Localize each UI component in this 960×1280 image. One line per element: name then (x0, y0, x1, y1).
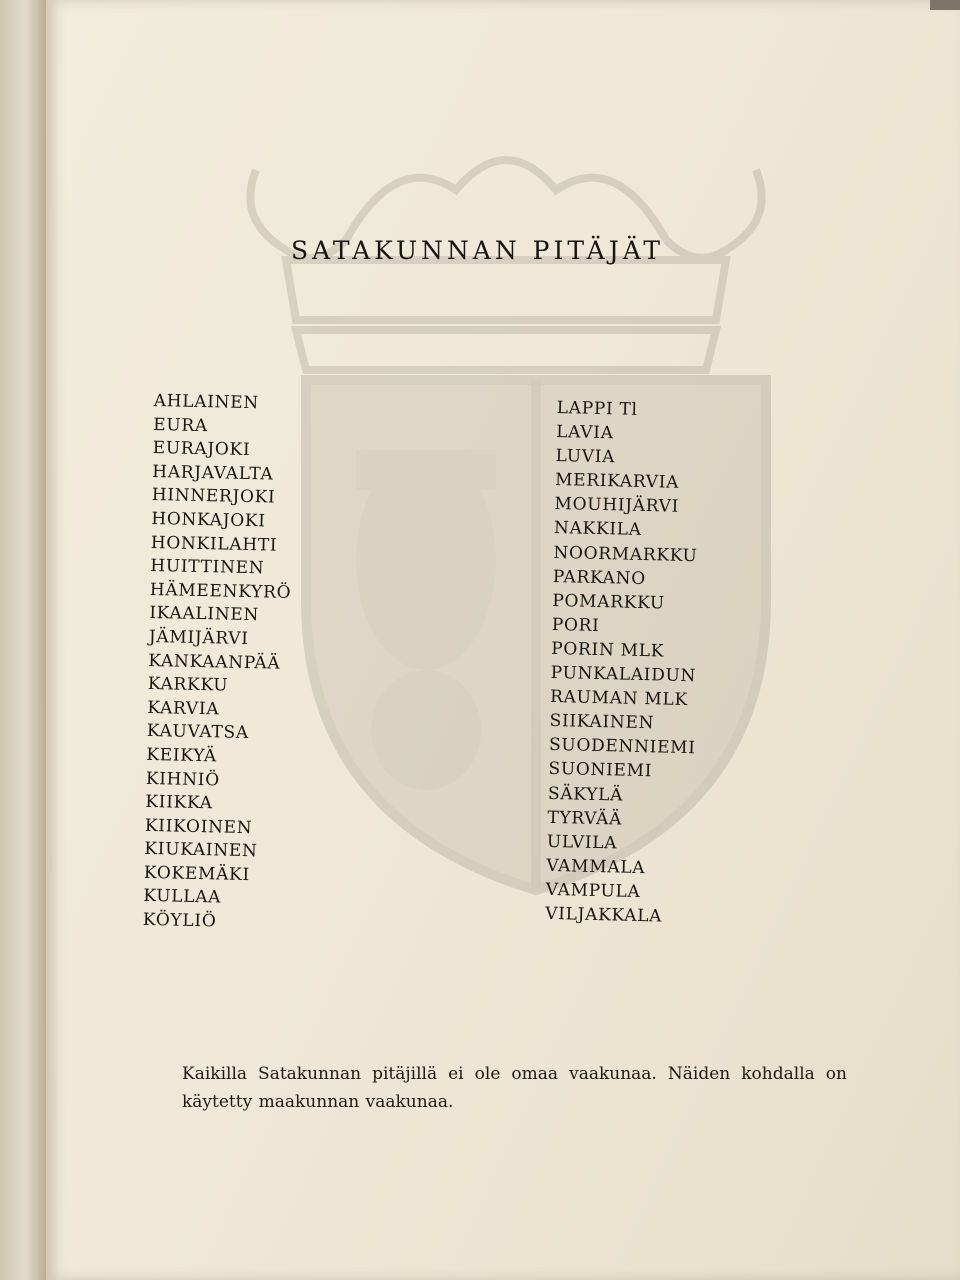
book-spine-edge (0, 0, 46, 1280)
list-item: KIHNIÖ (145, 768, 221, 790)
list-item: KIIKOINEN (144, 815, 253, 838)
list-item: IKAALINEN (149, 603, 260, 626)
list-item: RAUMAN MLK (549, 687, 689, 711)
list-item: HINNERJOKI (151, 485, 276, 508)
list-item: KARVIA (147, 697, 220, 720)
list-item: POMARKKU (552, 590, 666, 614)
list-item: TYRVÄÄ (547, 807, 623, 830)
list-item: HONKILAHTI (150, 532, 278, 556)
list-item: SUONIEMI (548, 759, 653, 782)
list-item: HARJAVALTA (152, 461, 274, 485)
list-item: HONKAJOKI (151, 508, 266, 532)
list-item: NAKKILA (553, 518, 642, 541)
list-item: HÄMEENKYRÖ (149, 579, 292, 603)
list-item: SIIKAINEN (549, 711, 655, 734)
list-item: LUVIA (555, 446, 616, 468)
parish-list-left (143, 390, 296, 935)
footnote: Kaikilla Satakunnan pitäjillä ei ole omaa vaakunaa. Näiden kohdalla on käytetty maakunnan vaakunaa. (182, 1064, 847, 1112)
list-item: MERIKARVIA (554, 470, 680, 494)
list-item: VAMPULA (545, 879, 641, 902)
list-item: KEIKYÄ (146, 744, 218, 767)
list-item: MOUHIJÄRVI (554, 494, 680, 518)
list-item: PUNKALAIDUN (550, 662, 697, 687)
list-item: EURA (153, 414, 209, 436)
list-item: KIUKAINEN (144, 839, 258, 862)
list-item: LAVIA (555, 422, 614, 444)
list-item: SÄKYLÄ (547, 783, 624, 806)
list-item: SUODENNIEMI (548, 735, 696, 759)
list-item: KIIKKA (145, 792, 213, 814)
list-item: VAMMALA (546, 855, 646, 878)
list-item: KANKAANPÄÄ (148, 650, 281, 674)
list-item: VILJAKKALA (545, 903, 663, 927)
book-page (46, 0, 960, 1280)
list-item: PORI (551, 614, 600, 636)
list-item: KARKKU (147, 674, 229, 696)
list-item: JÄMIJÄRVI (148, 626, 249, 649)
list-item: ULVILA (546, 831, 618, 854)
list-item: AHLAINEN (153, 390, 260, 414)
list-item: KAUVATSA (146, 721, 249, 744)
list-item: KULLAA (143, 886, 222, 908)
list-item: EURAJOKI (152, 438, 251, 461)
list-item: KOKEMÄKI (143, 862, 251, 885)
page-title: SATAKUNNAN PITÄJÄT (291, 236, 665, 265)
list-item: PARKANO (552, 566, 647, 589)
list-item: PORIN MLK (551, 638, 665, 662)
list-item: NOORMARKKU (553, 542, 698, 566)
list-item: HUITTINEN (150, 556, 265, 579)
list-item: LAPPI Tl (556, 397, 638, 420)
page-corner (930, 0, 960, 10)
list-item: KÖYLIÖ (142, 909, 217, 932)
parish-list-right (545, 396, 704, 929)
